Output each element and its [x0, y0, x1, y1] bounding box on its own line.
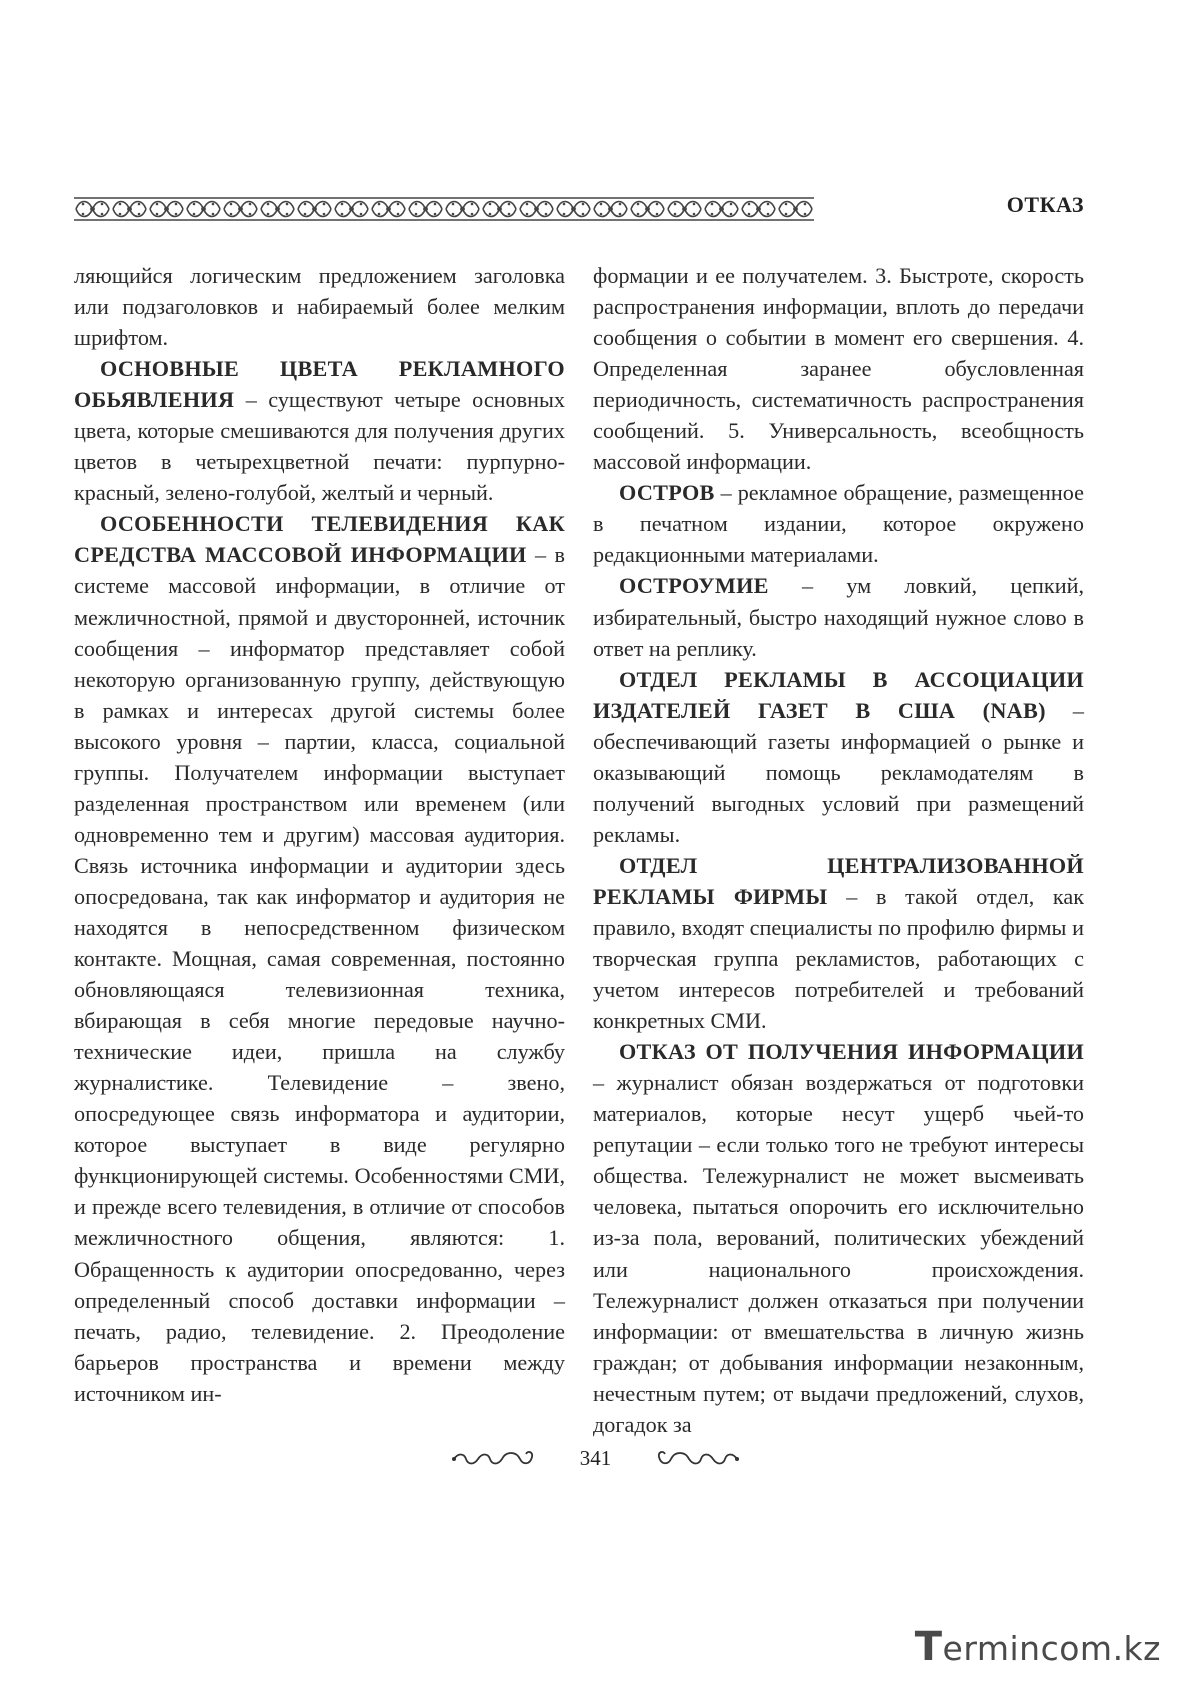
dictionary-entry — [593, 664, 1084, 850]
dictionary-entry — [593, 570, 1084, 663]
entry-term: ОСОБЕННОСТИ ТЕЛЕВИДЕНИЯ КАК СРЕДСТВА МАССОВОЙ ИНФОРМАЦИИ — [74, 511, 565, 568]
entry-definition: – рекламное обращение, размещенное в печатном издании, которое окружено редакционными материалами. — [593, 480, 1084, 568]
entry-definition: – журналист обязан воздержаться от подготовки материалов, которые несут ущерб чьей-то репутации – если только того не требуют интересы общества. Тележурналист не может высмеивать человека, пытаться опорочить его исключительно из-за пола, верований, политических убеждений или национального происхождения. Тележурналист должен отказаться при получении информации: от вмешательства в личную жизнь граждан; от добывания информации незаконным, нечестным путем; от выдачи предложений, слухов, догадок за — [593, 1070, 1084, 1437]
dictionary-entry — [74, 508, 565, 1408]
ornament-border — [74, 196, 814, 222]
footer-ornament-left-icon — [450, 1448, 546, 1470]
entry-term: ОТДЕЛ ЦЕНТРАЛИЗОВАННОЙ РЕКЛАМЫ ФИРМЫ — [593, 852, 1084, 909]
left-column — [74, 260, 565, 1440]
page-number: 341 — [579, 1446, 612, 1470]
entry-term: ОСТРОУМИЕ — [619, 573, 769, 599]
running-header-title: ОТКАЗ — [1006, 192, 1084, 217]
footer-ornament-right-icon — [645, 1448, 741, 1470]
dictionary-entry — [593, 477, 1084, 570]
entry-term: ОСНОВНЫЕ ЦВЕТА РЕКЛАМНОГО ОБЬЯВЛЕНИЯ — [74, 356, 565, 413]
text-columns — [74, 260, 1084, 1440]
entry-definition: – обеспечивающий газеты информацией о рынке и оказывающий помощь рекламодателям в получений выгодных условий при размещений рекламы. — [593, 697, 1085, 847]
paragraph: формации и ее получателем. 3. Быстроте, скорость распространения информации, вплоть до передачи сообщения о событии в момент его свершения. 4. Определенная заранее обусловленная периодичность, систематичность распространения сообщений. 5. Универсальность, всеобщность массовой информации. — [593, 263, 1084, 475]
dictionary-entry — [593, 850, 1084, 1036]
entry-definition: – ум ловкий, цепкий, избирательный, быстро находящий нужное слово в ответ на реплику. — [593, 573, 1084, 661]
entry-term: ОТКАЗ ОТ ПОЛУЧЕНИЯ ИНФОРМАЦИИ — [619, 1039, 1084, 1065]
dictionary-entry — [74, 353, 565, 508]
entry-term: ОТДЕЛ РЕКЛАМЫ В АССОЦИАЦИИ ИЗДАТЕЛЕЙ ГАЗЕТ В США (NAB) — [593, 666, 1084, 723]
entry-term: ОСТРОВ — [619, 480, 715, 506]
entry-definition: – существуют четыре основных цвета, которые смешиваются для получения других цветов в четырехцветной печати: пурпурно-красный, зелено-голубой, желтый и черный. — [74, 387, 565, 506]
right-column — [593, 260, 1084, 1440]
site-watermark: Termincom.kz — [914, 1624, 1161, 1670]
entry-definition: – в системе массовой информации, в отличие от межличностной, прямой и двусторонней, источник сообщения – информатор представляет собой некоторую организованную группу, действующую в рамках и интересах другой системы более высокого уровня – партии, класса, социальной группы. Получателем информации выступает разделенная пространством или временем (или одновременно тем и другим) массовая аудитория. Связь источника информации и аудитории здесь опосредована, так как информатор и аудитория не находятся в непосредственном физическом контакте. Мощная, самая современная, постоянно обновляющаяся телевизионная техника, вбирающая в себя многие передовые научно-технические идеи, пришла на службу журналистике. Телевидение – звено, опосредующее связь информатора и аудитории, которое выступает в виде регулярно функционирующей системы. Особенностями СМИ, и прежде всего телевидения, в отличие от способов межличностного общения, являются: 1. Обращенность к аудитории опосредованно, через определенный способ доставки информации – печать, радио, телевидение. 2. Преодоление барьеров пространства и времени между источником ин- — [74, 542, 565, 1406]
dictionary-entry — [593, 1036, 1084, 1440]
paragraph: ляющийся логическим предложением заголовка или подзаголовков и набираемый более мелким шрифтом. — [74, 263, 565, 351]
page-footer — [0, 1446, 1191, 1471]
entry-definition: – в такой отдел, как правило, входят специалисты по профилю фирмы и творческая группа рекламистов, работающих с учетом интересов потребителей и требований конкретных СМИ. — [593, 883, 1084, 1034]
